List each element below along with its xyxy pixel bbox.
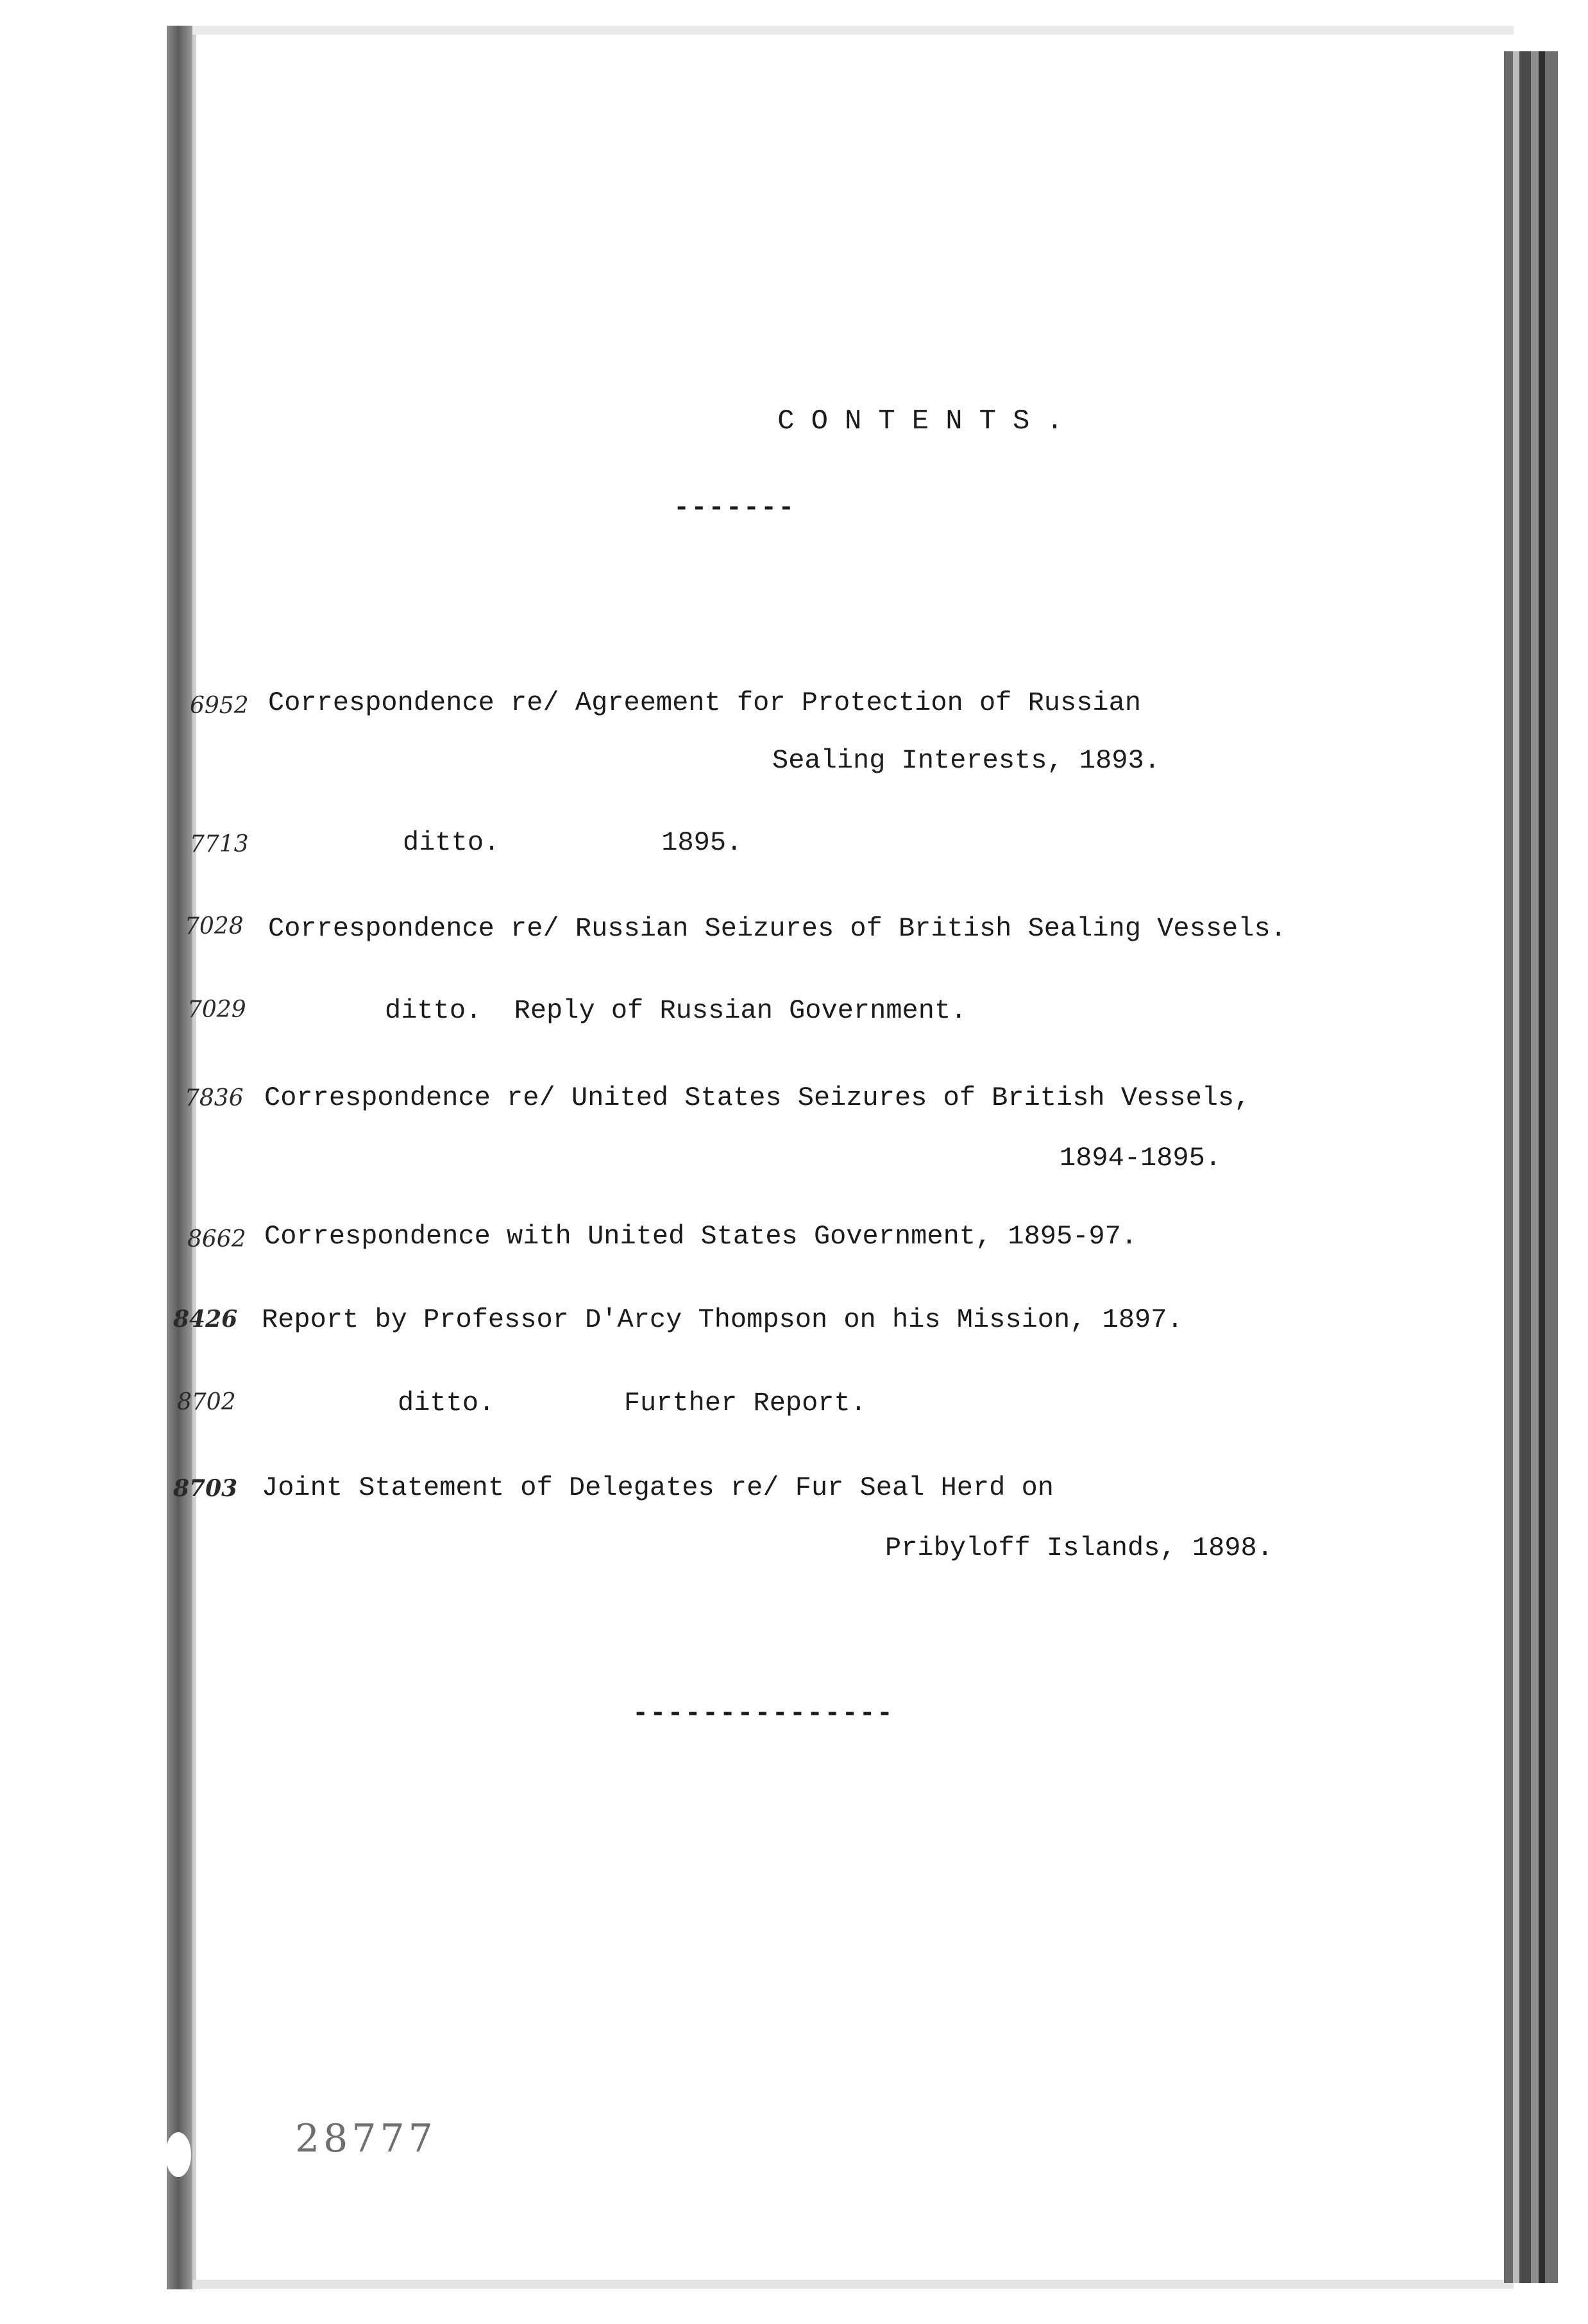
entry-title: ditto. Further Report. bbox=[398, 1388, 866, 1419]
entry-ref-number: 7028 bbox=[185, 913, 244, 939]
entry-title: Correspondence re/ United States Seizures of British Vessels, bbox=[264, 1082, 1251, 1113]
title-underline: ------- bbox=[673, 493, 796, 523]
left-page-edge bbox=[192, 26, 196, 2289]
entry-ref-number: 8662 bbox=[187, 1226, 246, 1252]
paper-tear-mark bbox=[165, 2132, 191, 2177]
entry-ref-number: 8703 bbox=[173, 1475, 238, 1502]
entry-title: ditto. 1895. bbox=[403, 827, 743, 858]
entry-ref-number: 6952 bbox=[190, 693, 249, 719]
closing-rule: --------------- bbox=[632, 1698, 895, 1729]
stamped-accession-number: 28777 bbox=[295, 2116, 437, 2161]
entry-ref-number: 7029 bbox=[187, 997, 246, 1023]
right-page-edge bbox=[1504, 51, 1513, 2283]
left-binding-edge bbox=[167, 26, 192, 2289]
entry-title: ditto. Reply of Russian Government. bbox=[385, 995, 967, 1026]
entry-title-continuation: 1894-1895. bbox=[1060, 1143, 1222, 1174]
page-title: CONTENTS. bbox=[777, 405, 1080, 437]
right-page-edge bbox=[1513, 51, 1519, 2283]
right-page-edge bbox=[1539, 51, 1545, 2283]
right-page-edge bbox=[1545, 51, 1558, 2283]
page-top-edge bbox=[192, 26, 1514, 35]
entry-title: Report by Professor D'Arcy Thompson on his Mission, 1897. bbox=[262, 1304, 1183, 1335]
right-page-edge bbox=[1519, 51, 1531, 2283]
entry-ref-number: 8426 bbox=[173, 1306, 238, 1333]
entry-title-continuation: Pribyloff Islands, 1898. bbox=[885, 1533, 1273, 1563]
entry-title: Correspondence re/ Agreement for Protection of Russian bbox=[268, 687, 1142, 718]
page-bottom-edge bbox=[192, 2280, 1514, 2289]
entry-ref-number: 7836 bbox=[185, 1085, 244, 1111]
entry-title: Correspondence with United States Government, 1895-97. bbox=[264, 1221, 1138, 1252]
entry-title-continuation: Sealing Interests, 1893. bbox=[772, 745, 1160, 776]
entry-title: Joint Statement of Delegates re/ Fur Seal Herd on bbox=[262, 1472, 1054, 1503]
right-page-edge bbox=[1531, 51, 1539, 2283]
entry-ref-number: 7713 bbox=[190, 831, 249, 857]
entry-title: Correspondence re/ Russian Seizures of British Sealing Vessels. bbox=[268, 913, 1287, 944]
entry-ref-number: 8702 bbox=[177, 1389, 236, 1415]
